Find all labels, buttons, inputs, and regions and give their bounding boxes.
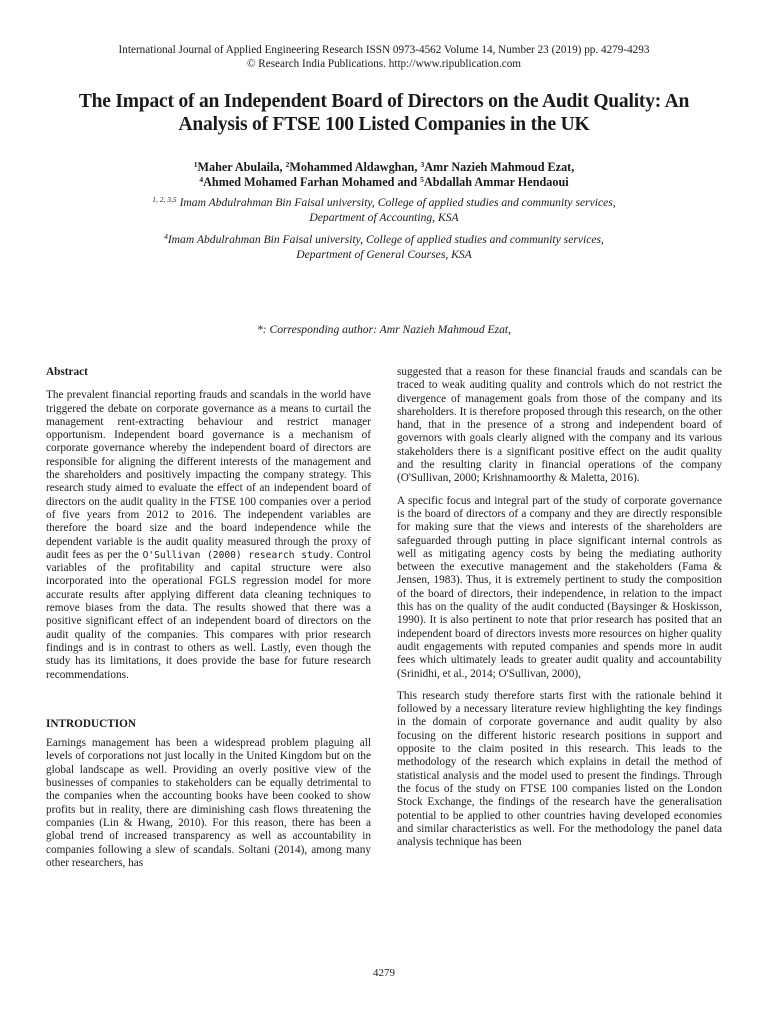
affiliation-1-line1	[60, 196, 708, 211]
author-name: Maher Abulaila,	[197, 160, 286, 174]
paper-title-line2: Analysis of FTSE 100 Listed Companies in the UK	[178, 114, 590, 135]
affiliation-1	[60, 196, 708, 225]
author-sup: 5	[420, 175, 424, 184]
corresponding-author: *: Corresponding author: Amr Nazieh Mahmoud Ezat,	[256, 323, 512, 336]
author-name: Ahmed Mohamed Farhan Mohamed and	[203, 175, 421, 189]
author-sup: 1	[193, 160, 198, 169]
affiliation-sup: 4	[164, 232, 168, 241]
author-sup: 4	[199, 175, 204, 184]
journal-header-line1: International Journal of Applied Engineering Research ISSN 0973-4562 Volume 14, Number 23 (2019) pp. 4279-4293	[118, 44, 650, 56]
author-name: Abdallah Ammar Hendaoui	[423, 175, 569, 189]
affiliation-2	[60, 233, 708, 262]
body-paragraph-3: This research study therefore starts first with the rationale behind it followed by a necessary literature review highlighting the key findings in the domain of corporate governance and audit quality by also focusing on the different historic research positions in support and opposite to the claim posited in this research. This leads to the methodology of the research which explains in detail the method of statistical analysis and the model used to present the findings. Through the focus of the study on FTSE 100 companies listed on the London Stock Exchange, the findings of the research have the generalisation potential to be applied to other countries having developed economies and similar characteristics as well. For the methodology the panel data analysis technique has been	[397, 689, 722, 849]
author-sup: 3	[420, 160, 425, 169]
page-number: 4279	[373, 967, 395, 979]
affiliation-sup: 1, 2, 3,5	[152, 195, 177, 204]
body-paragraph-2: A specific focus and integral part of the study of corporate governance is the board of directors of a company and they are directly responsible for making sure that the views and interests of the shareholders are safeguarded through putting in place significant internal controls as well as mitigating agency costs by being the mediating authority between the executive management and the stakeholders (Fama & Jensen, 1983). Thus, it is extremely pertinent to study the composition of the board of directors, their independence, in relation to the impact this has on the quality of the audit conducted (Baysinger & Hoskisson, 1990). It is also pertinent to note that prior research has posited that an independent board of directors invests more resources on higher quality audit engagements with reputed companies and spends more in audit fees which ultimately leads to greater audit quality and accountability (Srinidhi, et al., 2014; O'Sullivan, 2000),	[397, 494, 722, 680]
left-column	[46, 366, 371, 870]
author-name: Mohammed Aldawghan,	[289, 160, 421, 174]
author-sup: 2	[285, 160, 290, 169]
journal-header-line2: © Research India Publications. http://www.ripublication.com	[246, 58, 522, 70]
author-line1	[60, 160, 708, 175]
author-line2	[60, 175, 708, 190]
abstract-text-part2: . Control variables of the profitability and capital structure were also incorporated into the operational FGLS regression model for more accurate results after applying different data cleaning techniques to remove biases from the data. The results showed that there was a positive significant effect of an independent board of directors on the audit quality of the companies. This compares with prior research findings and is in contrast to others as well. Lastly, even though the study has its limitations, it does provide the base for future research recommendations.	[46, 548, 371, 681]
introduction-heading: INTRODUCTION	[46, 717, 137, 730]
abstract-text	[46, 389, 371, 682]
right-column	[397, 366, 722, 849]
abstract-text-part1: The prevalent financial reporting frauds and scandals in the world have triggered the debate on corporate governance as a means to curtail the management rent-extracting behaviour and restrict manager opportunism. Independent board governance is a mechanism of corporate governance whereby the independent board of directors are responsible for aligning the different interests of the management and the shareholders and positively impacting the company strategy. This research study aimed to evaluate the effect of an independent board of directors on the audit quality in the FTSE 100 companies over a period of five years from 2012 to 2016. The independent variables are therefore the board size and the board independence while the dependent variable is the audit quality measured through the proxy of audit fees as per the	[46, 389, 371, 561]
abstract-heading: Abstract	[46, 366, 88, 378]
introduction-paragraph-1: Earnings management has been a widespread problem plaguing all levels of corporations not just locally in the United Kingdom but on the global landscape as well. Providing an overly positive view of the businesses of companies to stakeholders can be equally detrimental to the companies when the accounting books have been cooked to show profits but in reality, there are diminishing cash flows threatening the companies (Lin & Hwang, 2010). For this reason, there has been a global trend of increased transparency as well as accountability in companies following a slew of scandals. Soltani (2014), among many other researchers, has	[46, 737, 371, 869]
affiliation-text: Imam Abdulrahman Bin Faisal university, College of applied studies and community services,	[167, 233, 604, 246]
affiliation-2-line1	[60, 233, 708, 248]
affiliation-1-line2: Department of Accounting, KSA	[309, 210, 459, 224]
abstract-citation: O'Sullivan (2000) research study	[142, 549, 331, 561]
body-paragraph-1: suggested that a reason for these financial frauds and scandals can be traced to weak auditing quality and controls which do not restrict the divergence of management goals from those of the company and its shareholders. It is therefore proposed through this research, on the other hand, that in the presence of a strong and independent board of governors with goals clearly aligned with the company and its various stakeholders there is a significant positive effect on the audit quality and the resulting clarity in financial operations of the company (O'Sullivan, 2000; Krishnamoorthy & Maletta, 2016).	[397, 366, 722, 485]
author-name: Amr Nazieh Mahmoud Ezat,	[424, 160, 575, 174]
affiliation-2-line2: Department of General Courses, KSA	[296, 247, 472, 261]
paper-title-line1: The Impact of an Independent Board of Directors on the Audit Quality: An	[78, 91, 690, 112]
paper-title	[60, 90, 708, 136]
author-list	[60, 160, 708, 190]
affiliation-text: Imam Abdulrahman Bin Faisal university, College of applied studies and community services,	[176, 196, 616, 209]
journal-header	[0, 43, 768, 71]
